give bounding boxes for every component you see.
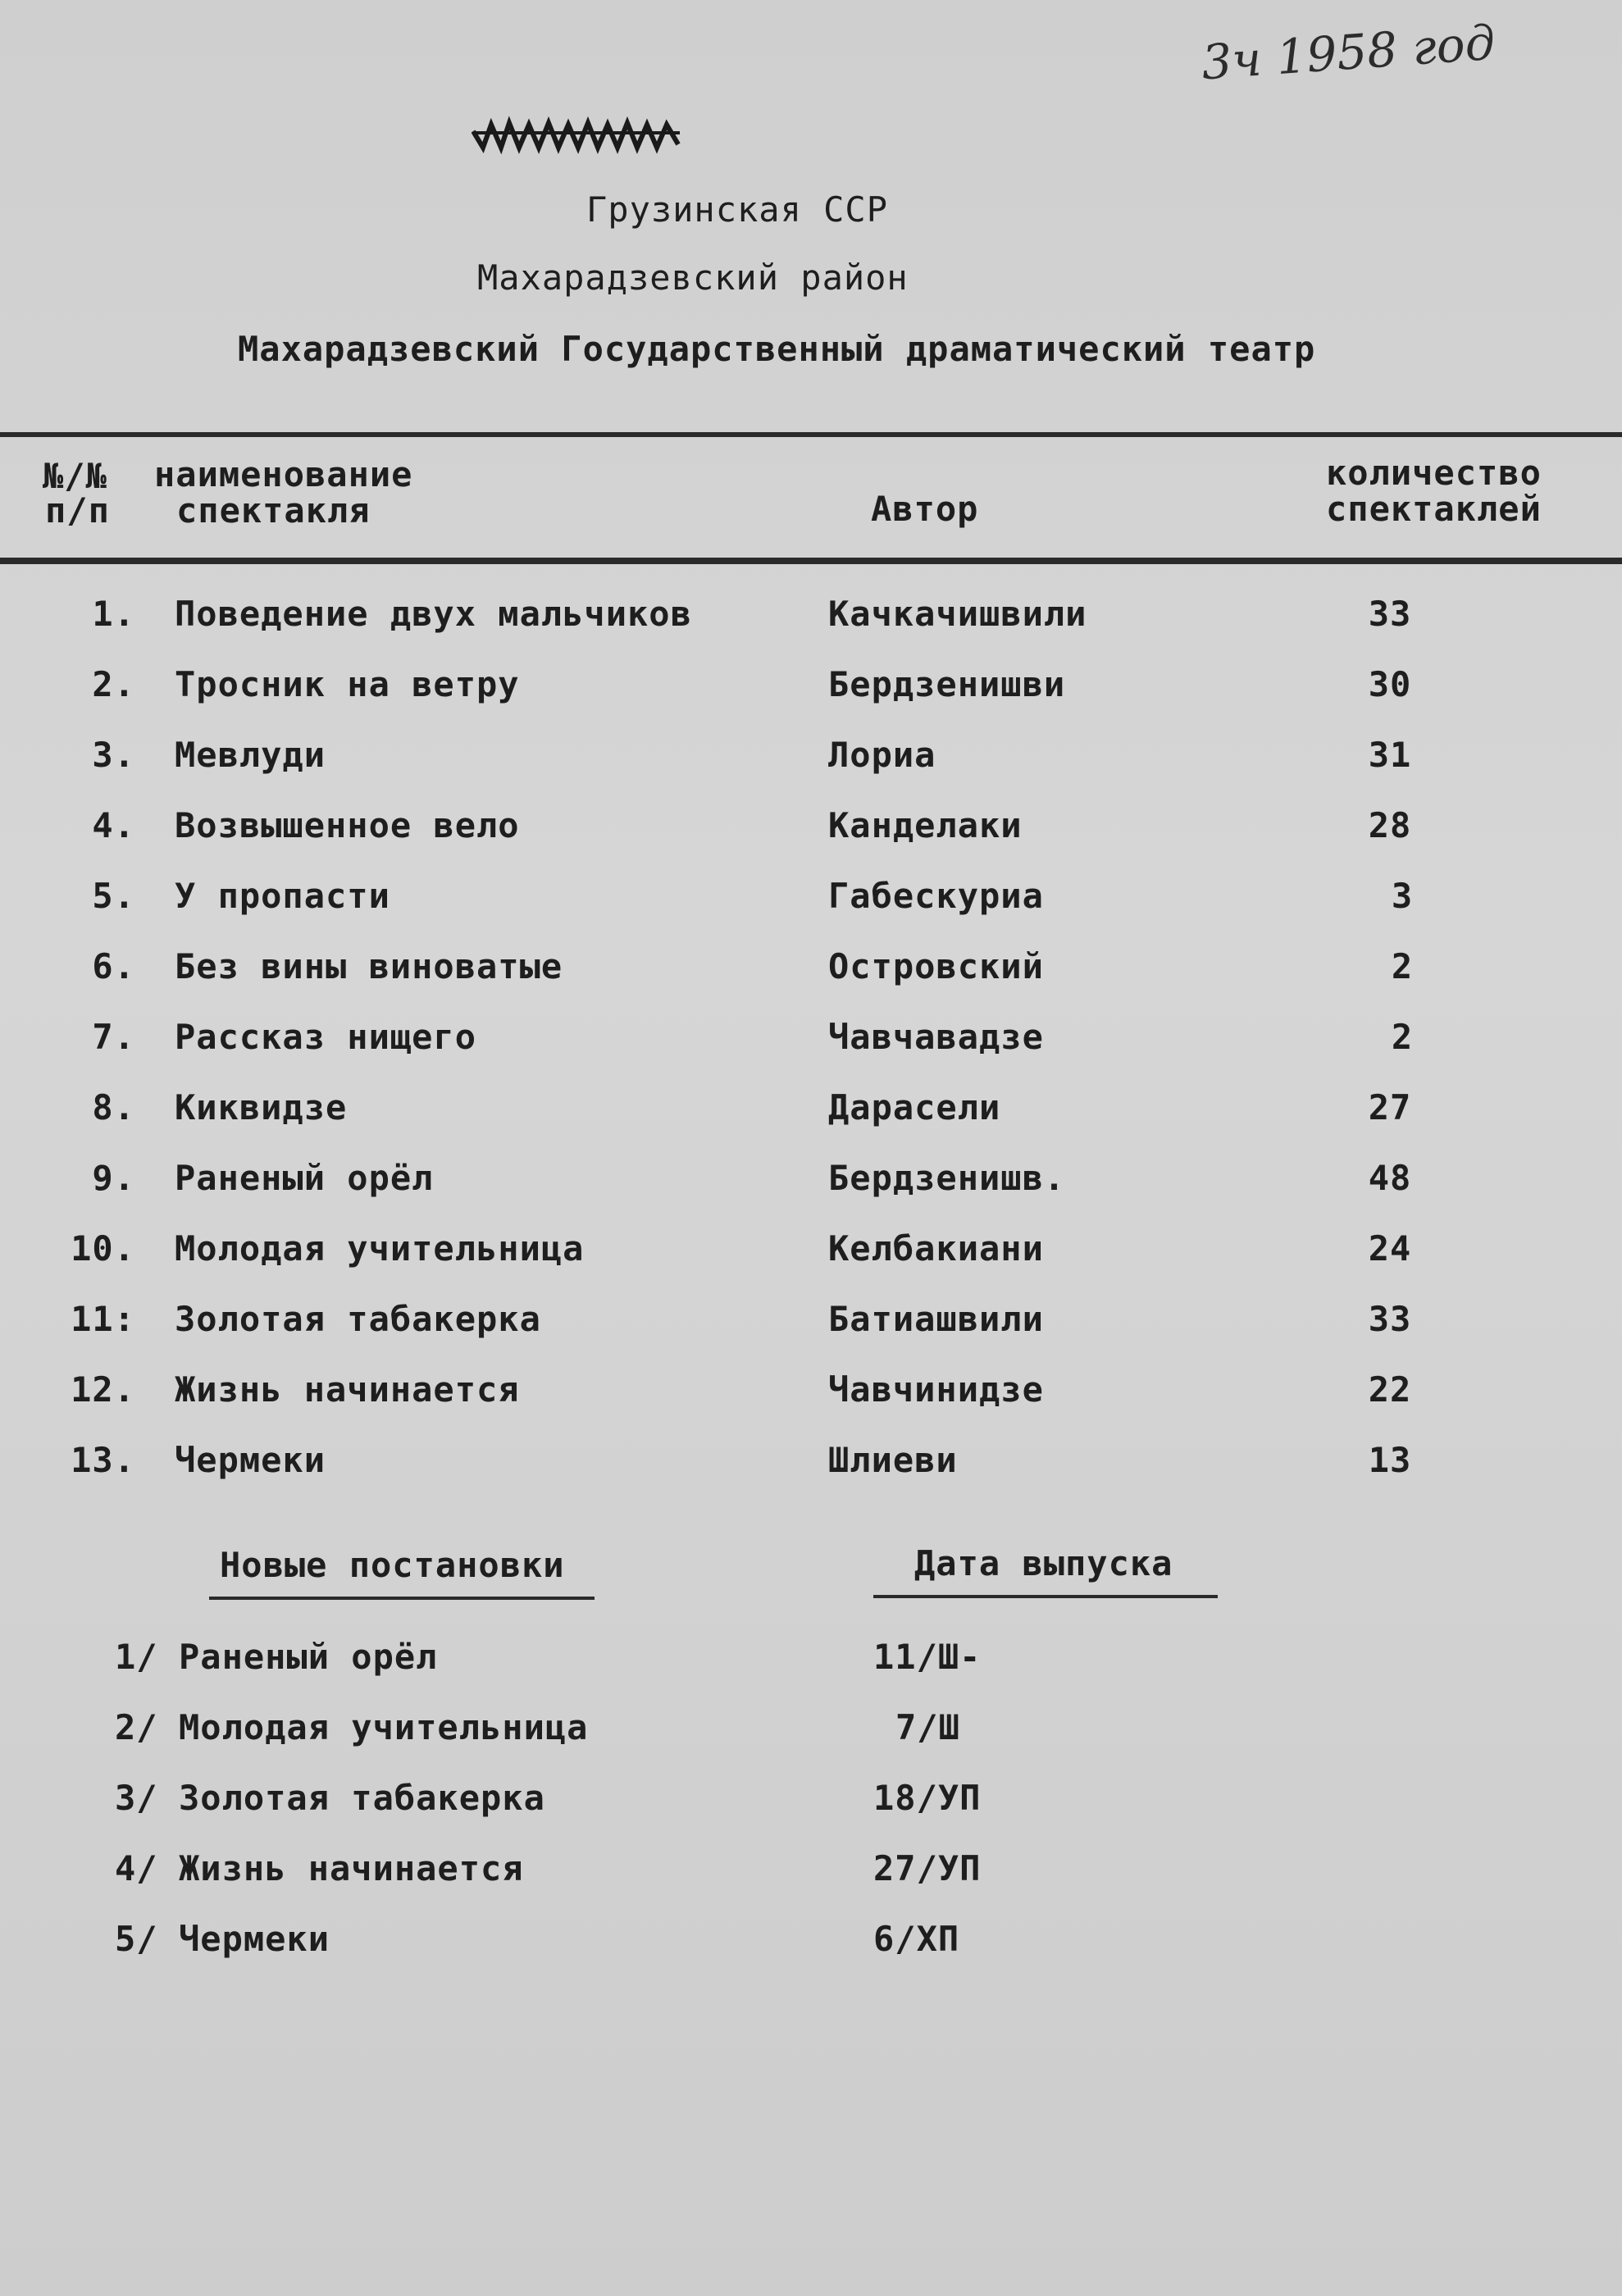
- item-number: 4/: [115, 1848, 158, 1888]
- col-num-line2: п/п: [45, 490, 110, 531]
- item-date: 11/Ш-: [873, 1637, 982, 1677]
- item-title: Чермеки: [179, 1919, 330, 1959]
- row-author: Шлиеви: [828, 1440, 958, 1480]
- struck-out-word: [472, 115, 685, 154]
- row-count: 2: [1391, 946, 1414, 986]
- row-count: 3: [1391, 876, 1414, 916]
- row-title: Золотая табакерка: [175, 1299, 541, 1339]
- item-date: 6/ХП: [873, 1919, 960, 1959]
- item-date: 18/УП: [873, 1778, 982, 1818]
- item-date: 27/УП: [873, 1848, 982, 1888]
- item-title: Молодая учительница: [179, 1707, 589, 1747]
- row-title: Киквидзе: [175, 1087, 348, 1128]
- release-date-heading: Дата выпуска: [914, 1543, 1173, 1583]
- row-title: Чермеки: [175, 1440, 326, 1480]
- row-author: Бердзенишви: [828, 664, 1066, 704]
- row-author: Габескуриа: [828, 876, 1044, 916]
- item-title: Раненый орёл: [179, 1637, 438, 1677]
- new-productions-underline: [209, 1597, 595, 1600]
- row-title: Тросник на ветру: [175, 664, 520, 704]
- row-count: 33: [1368, 1299, 1412, 1339]
- row-title: Раненый орёл: [175, 1158, 434, 1198]
- col-title-line2: спектакля: [176, 490, 371, 531]
- item-title: Жизнь начинается: [179, 1848, 524, 1888]
- row-number: 1.: [92, 594, 135, 634]
- row-number: 3.: [92, 735, 135, 775]
- row-number: 9.: [92, 1158, 135, 1198]
- row-author: Канделаки: [828, 805, 1023, 845]
- row-author: Батиашвили: [828, 1299, 1044, 1339]
- row-title: Возвышенное вело: [175, 805, 520, 845]
- row-number: 13.: [71, 1440, 135, 1480]
- row-number: 4.: [92, 805, 135, 845]
- row-number: 11:: [71, 1299, 135, 1339]
- col-title-line1: наименование: [154, 454, 413, 494]
- col-num-line1: №/№: [43, 456, 107, 496]
- item-number: 2/: [115, 1707, 158, 1747]
- row-count: 2: [1391, 1017, 1414, 1057]
- row-number: 5.: [92, 876, 135, 916]
- row-count: 27: [1368, 1087, 1412, 1128]
- row-count: 13: [1368, 1440, 1412, 1480]
- row-number: 6.: [92, 946, 135, 986]
- row-number: 12.: [71, 1369, 135, 1410]
- row-count: 30: [1368, 664, 1412, 704]
- row-author: Чавчинидзе: [828, 1369, 1044, 1410]
- row-title: Мевлуди: [175, 735, 326, 775]
- row-title: Рассказ нищего: [175, 1017, 477, 1057]
- item-number: 1/: [115, 1637, 158, 1677]
- row-title: Поведение двух мальчиков: [175, 594, 692, 634]
- row-number: 10.: [71, 1228, 135, 1269]
- row-title: У пропасти: [175, 876, 390, 916]
- row-number: 8.: [92, 1087, 135, 1128]
- row-count: 24: [1368, 1228, 1412, 1269]
- row-count: 48: [1368, 1158, 1412, 1198]
- col-author: Автор: [871, 489, 979, 529]
- row-author: Качкачишвили: [828, 594, 1087, 634]
- header-theatre: Махарадзевский Государственный драматический театр: [238, 329, 1316, 369]
- row-count: 28: [1368, 805, 1412, 845]
- row-author: Островский: [828, 946, 1044, 986]
- row-title: Без вины виноватые: [175, 946, 563, 986]
- row-count: 22: [1368, 1369, 1412, 1410]
- item-title: Золотая табакерка: [179, 1778, 545, 1818]
- row-title: Молодая учительница: [175, 1228, 585, 1269]
- row-count: 31: [1368, 735, 1412, 775]
- item-number: 3/: [115, 1778, 158, 1818]
- item-number: 5/: [115, 1919, 158, 1959]
- header-district: Махарадзевский район: [477, 257, 909, 298]
- table-top-rule: [0, 432, 1622, 437]
- row-count: 33: [1368, 594, 1412, 634]
- row-author: Бердзенишв.: [828, 1158, 1066, 1198]
- row-number: 2.: [92, 664, 135, 704]
- row-author: Келбакиани: [828, 1228, 1044, 1269]
- new-productions-heading: Новые постановки: [220, 1545, 565, 1585]
- table-header-rule: [0, 558, 1622, 564]
- release-date-underline: [873, 1595, 1218, 1598]
- row-title: Жизнь начинается: [175, 1369, 520, 1410]
- row-author: Дарасели: [828, 1087, 1001, 1128]
- header-republic: Грузинская ССР: [586, 189, 889, 230]
- row-author: Чавчавадзе: [828, 1017, 1044, 1057]
- item-date: 7/Ш: [895, 1707, 960, 1747]
- col-count-line1: количество: [1326, 453, 1542, 493]
- col-count-line2: спектаклей: [1326, 489, 1542, 529]
- row-author: Лориа: [828, 735, 936, 775]
- handwritten-year-note: 3ч 1958 год: [1200, 14, 1497, 91]
- row-number: 7.: [92, 1017, 135, 1057]
